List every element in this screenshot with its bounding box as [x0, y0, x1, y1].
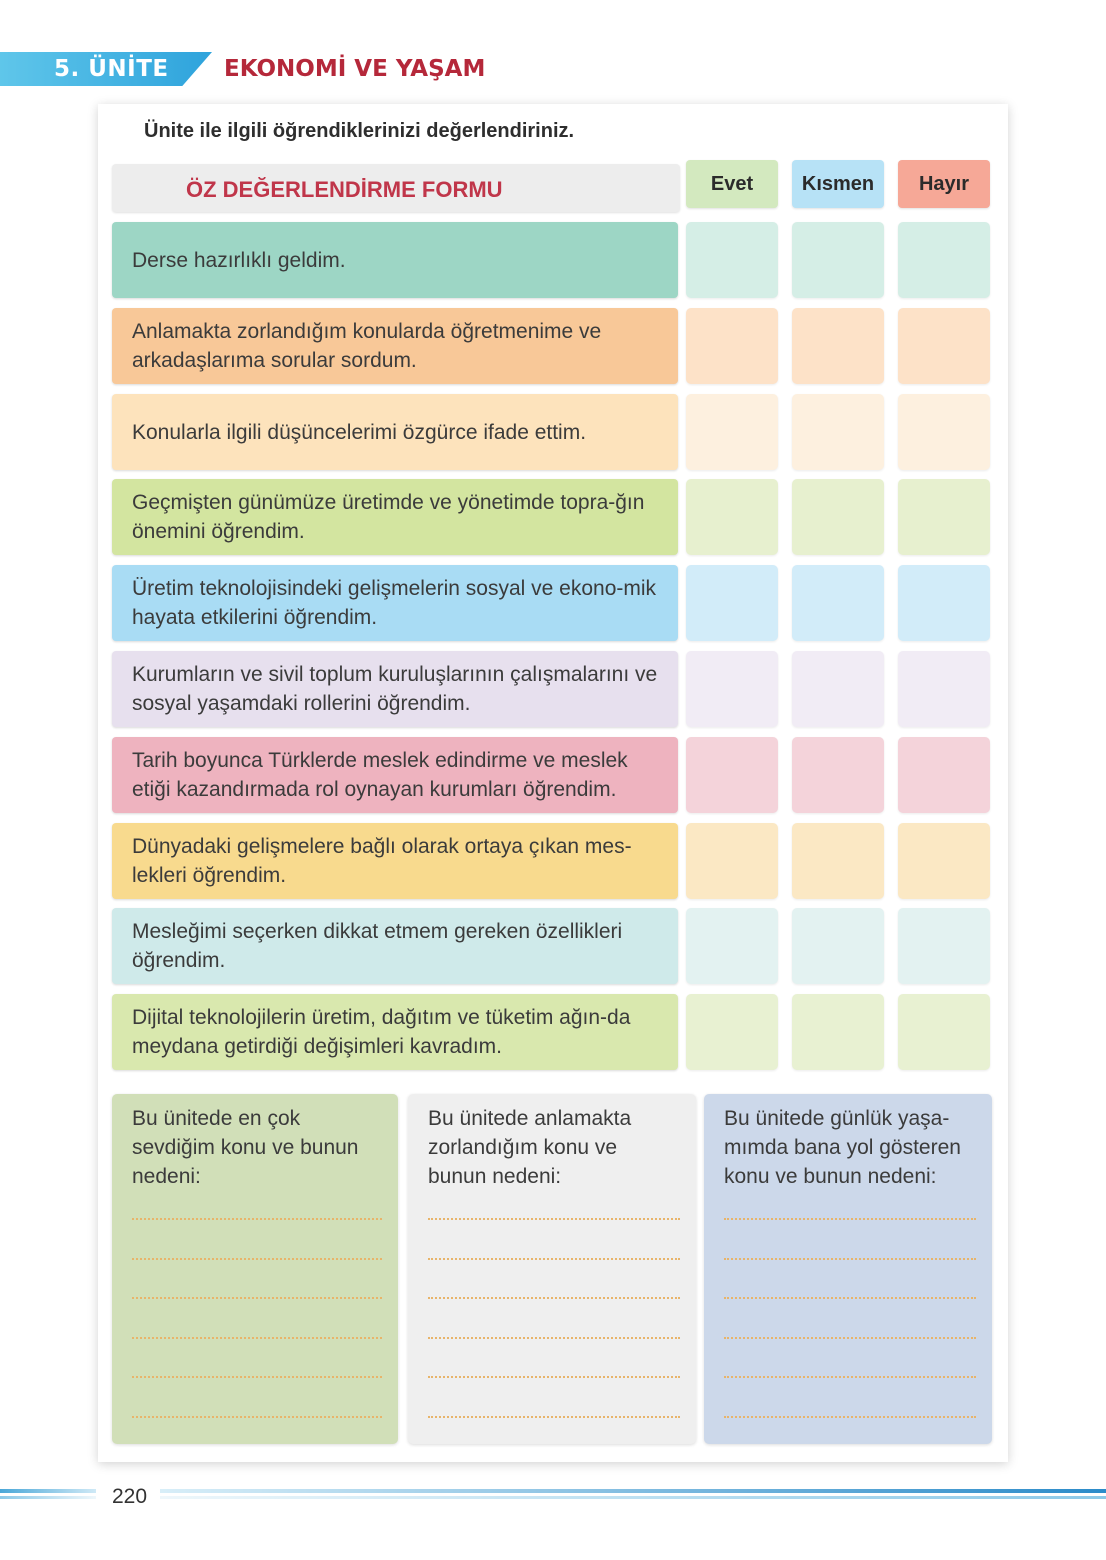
- answer-cell-kismen[interactable]: [792, 565, 884, 641]
- unit-label: 5. ÜNİTE: [54, 56, 169, 82]
- reflection-box[interactable]: [704, 1094, 992, 1444]
- answer-cell-hayir[interactable]: [898, 651, 990, 727]
- statement-text: Konularla ilgili düşüncelerimi özgürce ifade ettim.: [132, 420, 587, 444]
- writing-line[interactable]: [132, 1258, 382, 1260]
- column-header-hayir: Hayır: [898, 160, 990, 208]
- statement-row: [112, 565, 678, 641]
- reflection-prompt: Bu ünitede günlük yaşa-mımda bana yol gösteren konu ve bunun nedeni:: [724, 1107, 961, 1188]
- statement-row: [112, 737, 678, 813]
- statement-row: [112, 222, 678, 298]
- footer-rule-left-thin: [0, 1496, 96, 1499]
- answer-cell-evet[interactable]: [686, 651, 778, 727]
- column-header-evet: Evet: [686, 160, 778, 208]
- statement-row: [112, 479, 678, 555]
- statement-row: [112, 823, 678, 899]
- statement-text: Dijital teknolojilerin üretim, dağıtım ve tüketim ağın-da meydana getirdiği değişimleri kavradım.: [132, 1006, 631, 1058]
- answer-cell-evet[interactable]: [686, 737, 778, 813]
- writing-line[interactable]: [428, 1218, 680, 1220]
- answer-cell-hayir[interactable]: [898, 308, 990, 384]
- answer-cell-hayir[interactable]: [898, 394, 990, 470]
- writing-line[interactable]: [428, 1258, 680, 1260]
- writing-line[interactable]: [724, 1258, 976, 1260]
- writing-line[interactable]: [132, 1376, 382, 1378]
- statement-text: Derse hazırlıklı geldim.: [132, 248, 346, 272]
- footer-rule-left: [0, 1489, 96, 1493]
- statement-row: [112, 994, 678, 1070]
- writing-line[interactable]: [428, 1376, 680, 1378]
- answer-cell-evet[interactable]: [686, 308, 778, 384]
- answer-cell-evet[interactable]: [686, 994, 778, 1070]
- statement-row: [112, 908, 678, 984]
- answer-cell-hayir[interactable]: [898, 994, 990, 1070]
- reflection-box[interactable]: [112, 1094, 398, 1444]
- writing-line[interactable]: [132, 1218, 382, 1220]
- reflection-box[interactable]: [408, 1094, 696, 1444]
- answer-cell-evet[interactable]: [686, 908, 778, 984]
- form-title: ÖZ DEĞERLENDİRME FORMU: [186, 177, 503, 202]
- statement-text: Mesleğimi seçerken dikkat etmem gereken özellikleri öğrendim.: [132, 920, 623, 972]
- writing-line[interactable]: [132, 1416, 382, 1418]
- writing-line[interactable]: [132, 1337, 382, 1339]
- column-header-kismen: Kısmen: [792, 160, 884, 208]
- writing-line[interactable]: [428, 1337, 680, 1339]
- statement-text: Geçmişten günümüze üretimde ve yönetimde topra-ğın önemini öğrendim.: [132, 491, 645, 543]
- reflection-prompt: Bu ünitede anlamakta zorlandığım konu ve bunun nedeni:: [428, 1107, 632, 1188]
- answer-cell-kismen[interactable]: [792, 222, 884, 298]
- writing-line[interactable]: [724, 1297, 976, 1299]
- answer-cell-hayir[interactable]: [898, 479, 990, 555]
- statement-text: Dünyadaki gelişmelere bağlı olarak ortaya çıkan mes-lekleri öğrendim.: [132, 835, 632, 887]
- writing-line[interactable]: [428, 1297, 680, 1299]
- answer-cell-evet[interactable]: [686, 222, 778, 298]
- statement-text: Tarih boyunca Türklerde meslek edindirme ve meslek etiği kazandırmada rol oynayan kurumları öğrendim.: [132, 749, 628, 801]
- writing-line[interactable]: [724, 1218, 976, 1220]
- statement-row: [112, 394, 678, 470]
- writing-line[interactable]: [724, 1337, 976, 1339]
- answer-cell-evet[interactable]: [686, 394, 778, 470]
- statement-row: [112, 308, 678, 384]
- answer-cell-evet[interactable]: [686, 565, 778, 641]
- answer-cell-hayir[interactable]: [898, 908, 990, 984]
- answer-cell-evet[interactable]: [686, 479, 778, 555]
- answer-cell-kismen[interactable]: [792, 394, 884, 470]
- reflection-prompt: Bu ünitede en çok sevdiğim konu ve bunun nedeni:: [132, 1107, 359, 1188]
- answer-cell-hayir[interactable]: [898, 737, 990, 813]
- statement-text: Anlamakta zorlandığım konularda öğretmenime ve arkadaşlarıma sorular sordum.: [132, 320, 602, 372]
- page-number: 220: [112, 1485, 148, 1508]
- answer-cell-hayir[interactable]: [898, 823, 990, 899]
- answer-cell-hayir[interactable]: [898, 222, 990, 298]
- statement-text: Kurumların ve sivil toplum kuruluşlarının çalışmalarını ve sosyal yaşamdaki rollerini öğrendim.: [132, 663, 658, 715]
- writing-line[interactable]: [132, 1297, 382, 1299]
- answer-cell-evet[interactable]: [686, 823, 778, 899]
- unit-title: EKONOMİ VE YAŞAM: [224, 56, 486, 82]
- statement-row: [112, 651, 678, 727]
- writing-line[interactable]: [428, 1416, 680, 1418]
- instruction-text: Ünite ile ilgili öğrendiklerinizi değerlendiriniz.: [144, 120, 575, 142]
- footer-rule-right: [160, 1489, 1106, 1493]
- answer-cell-kismen[interactable]: [792, 823, 884, 899]
- footer-rule-right-thin: [160, 1496, 1106, 1499]
- answer-cell-kismen[interactable]: [792, 308, 884, 384]
- answer-cell-kismen[interactable]: [792, 479, 884, 555]
- answer-cell-hayir[interactable]: [898, 565, 990, 641]
- statement-text: Üretim teknolojisindeki gelişmelerin sosyal ve ekono-mik hayata etkilerini öğrendim.: [132, 577, 657, 629]
- answer-cell-kismen[interactable]: [792, 651, 884, 727]
- writing-line[interactable]: [724, 1376, 976, 1378]
- answer-cell-kismen[interactable]: [792, 908, 884, 984]
- answer-cell-kismen[interactable]: [792, 737, 884, 813]
- answer-cell-kismen[interactable]: [792, 994, 884, 1070]
- writing-line[interactable]: [724, 1416, 976, 1418]
